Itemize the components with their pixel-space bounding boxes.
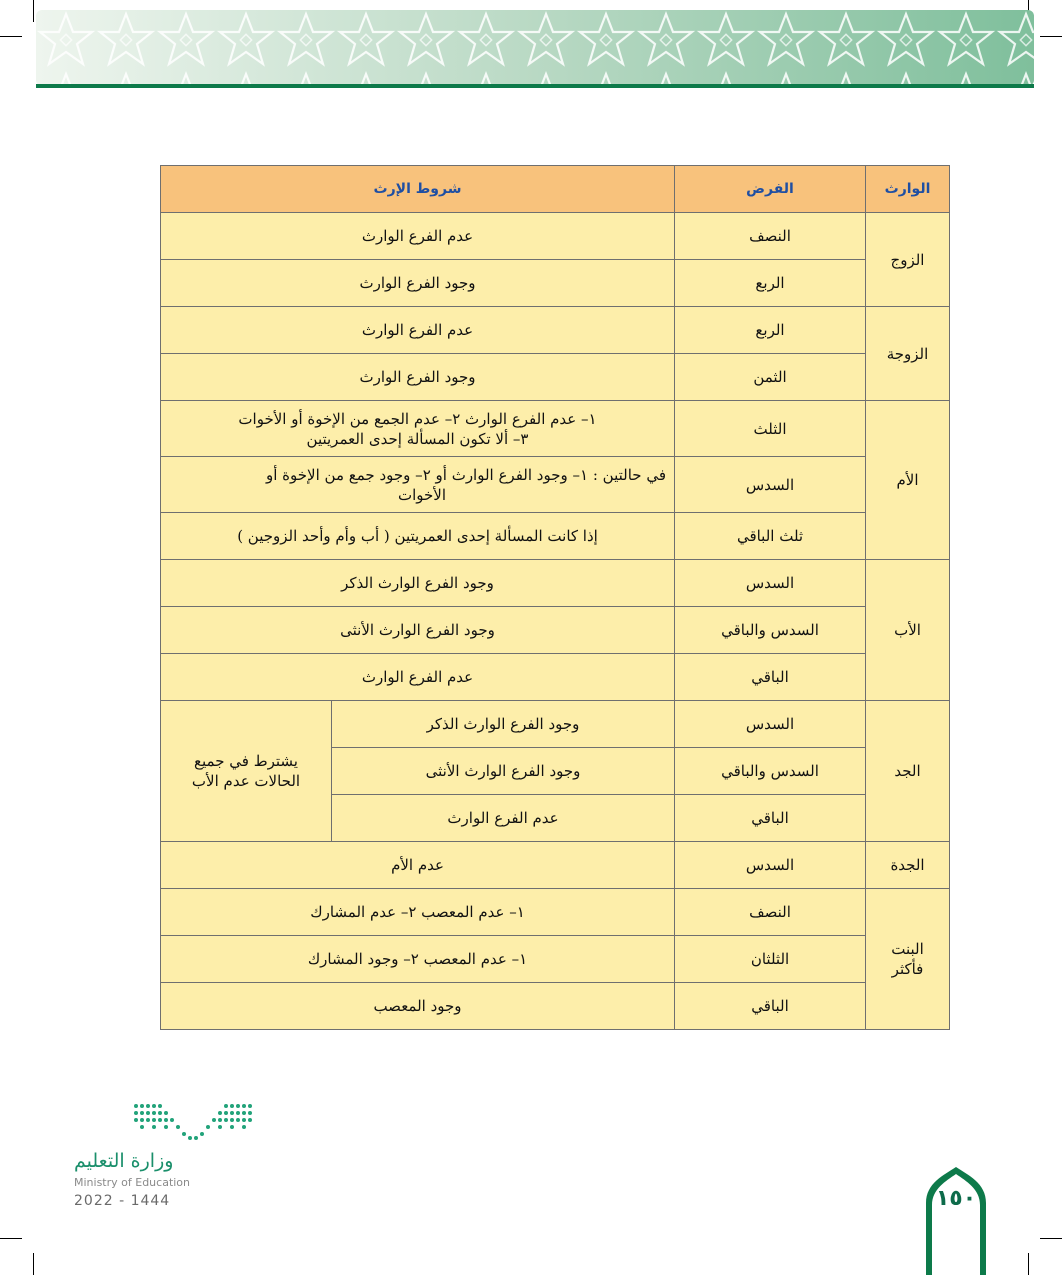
condition-cell bbox=[161, 457, 675, 513]
condition-cell bbox=[161, 401, 675, 457]
table-row bbox=[161, 560, 950, 607]
heir-husband: الزوج bbox=[866, 213, 950, 307]
condition-cell: إذا كانت المسألة إحدى العمريتين ( أب وأم وأحد الزوجين ) bbox=[161, 513, 675, 560]
condition-cell: وجود الفرع الوارث bbox=[161, 354, 675, 401]
share-cell: النصف bbox=[675, 213, 866, 260]
table-row bbox=[161, 983, 950, 1030]
note-line: الحالات عدم الأب bbox=[191, 772, 301, 790]
share-cell: الباقي bbox=[675, 983, 866, 1030]
grandfather-note bbox=[161, 701, 332, 842]
share-cell: الثلثان bbox=[675, 936, 866, 983]
note-line: يشترط في جميع bbox=[194, 752, 298, 770]
condition-line: الأخوات bbox=[397, 485, 447, 504]
ministry-name-ar: وزارة التعليم bbox=[74, 1150, 174, 1172]
share-cell: الباقي bbox=[675, 654, 866, 701]
share-cell: الثلث bbox=[675, 401, 866, 457]
table-row bbox=[161, 213, 950, 260]
share-cell: السدس والباقي bbox=[675, 607, 866, 654]
condition-cell: وجود الفرع الوارث الذكر bbox=[161, 560, 675, 607]
share-cell: السدس bbox=[675, 701, 866, 748]
heir-mother: الأم bbox=[866, 401, 950, 560]
share-cell: السدس bbox=[675, 842, 866, 889]
ministry-logo-icon bbox=[70, 1098, 270, 1148]
table-row bbox=[161, 936, 950, 983]
table-header-row bbox=[161, 166, 950, 213]
table-row bbox=[161, 457, 950, 513]
crop-mark bbox=[0, 36, 22, 37]
heir-grandmother: الجدة bbox=[866, 842, 950, 889]
table-row bbox=[161, 354, 950, 401]
table-row bbox=[161, 842, 950, 889]
header-conditions: شروط الإرث bbox=[161, 166, 675, 213]
header-share: الفرض bbox=[675, 166, 866, 213]
header-heir: الوارث bbox=[866, 166, 950, 213]
table-row bbox=[161, 260, 950, 307]
condition-cell: عدم الفرع الوارث bbox=[161, 307, 675, 354]
header-banner bbox=[36, 10, 1034, 86]
heir-daughter bbox=[866, 889, 950, 1030]
edition-year: 2022 - 1444 bbox=[74, 1193, 171, 1209]
condition-cell: عدم الفرع الوارث bbox=[161, 213, 675, 260]
condition-cell: ١– عدم المعصب ٢– وجود المشارك bbox=[161, 936, 675, 983]
condition-line: ١– عدم الفرع الوارث ٢– عدم الجمع من الإخوة أو الأخوات bbox=[238, 409, 597, 428]
condition-cell: عدم الفرع الوارث bbox=[332, 795, 675, 842]
page-number-tab-icon bbox=[924, 1165, 988, 1275]
condition-line: ٣– ألا تكون المسألة إحدى العمريتين bbox=[306, 429, 529, 448]
condition-cell: وجود الفرع الوارث الذكر bbox=[332, 701, 675, 748]
crop-mark bbox=[1028, 1253, 1029, 1275]
crop-mark bbox=[1040, 36, 1062, 37]
table-row bbox=[161, 607, 950, 654]
table-row bbox=[161, 654, 950, 701]
share-cell: السدس bbox=[675, 457, 866, 513]
heir-father: الأب bbox=[866, 560, 950, 701]
condition-cell: وجود الفرع الوارث bbox=[161, 260, 675, 307]
share-cell: السدس والباقي bbox=[675, 748, 866, 795]
share-cell: ثلث الباقي bbox=[675, 513, 866, 560]
share-cell: النصف bbox=[675, 889, 866, 936]
header-divider bbox=[36, 84, 1034, 88]
crop-mark bbox=[0, 1238, 22, 1239]
heir-line: البنت bbox=[891, 940, 924, 958]
share-cell: السدس bbox=[675, 560, 866, 607]
table-row bbox=[161, 513, 950, 560]
share-cell: الربع bbox=[675, 307, 866, 354]
table-row bbox=[161, 889, 950, 936]
condition-cell: وجود الفرع الوارث الأنثى bbox=[332, 748, 675, 795]
condition-cell: ١– عدم المعصب ٢– عدم المشارك bbox=[161, 889, 675, 936]
share-cell: الباقي bbox=[675, 795, 866, 842]
share-cell: الثمن bbox=[675, 354, 866, 401]
crop-mark bbox=[1040, 1238, 1062, 1239]
condition-cell: عدم الفرع الوارث bbox=[161, 654, 675, 701]
crop-mark bbox=[33, 1253, 34, 1275]
table-row bbox=[161, 401, 950, 457]
share-cell: الربع bbox=[675, 260, 866, 307]
heir-wife: الزوجة bbox=[866, 307, 950, 401]
table-row bbox=[161, 701, 950, 748]
table-row bbox=[161, 307, 950, 354]
condition-cell: عدم الأم bbox=[161, 842, 675, 889]
ministry-name-en: Ministry of Education bbox=[74, 1176, 191, 1189]
condition-cell: وجود المعصب bbox=[161, 983, 675, 1030]
heir-grandfather: الجد bbox=[866, 701, 950, 842]
condition-cell: وجود الفرع الوارث الأنثى bbox=[161, 607, 675, 654]
crop-mark bbox=[33, 0, 34, 22]
page-number: ١٥٠ bbox=[935, 1186, 977, 1211]
heir-line: فأكثر bbox=[891, 960, 924, 978]
condition-line: في حالتين : ١– وجود الفرع الوارث أو ٢– وجود جمع من الإخوة أو bbox=[266, 465, 667, 484]
inheritance-table bbox=[160, 165, 950, 1030]
